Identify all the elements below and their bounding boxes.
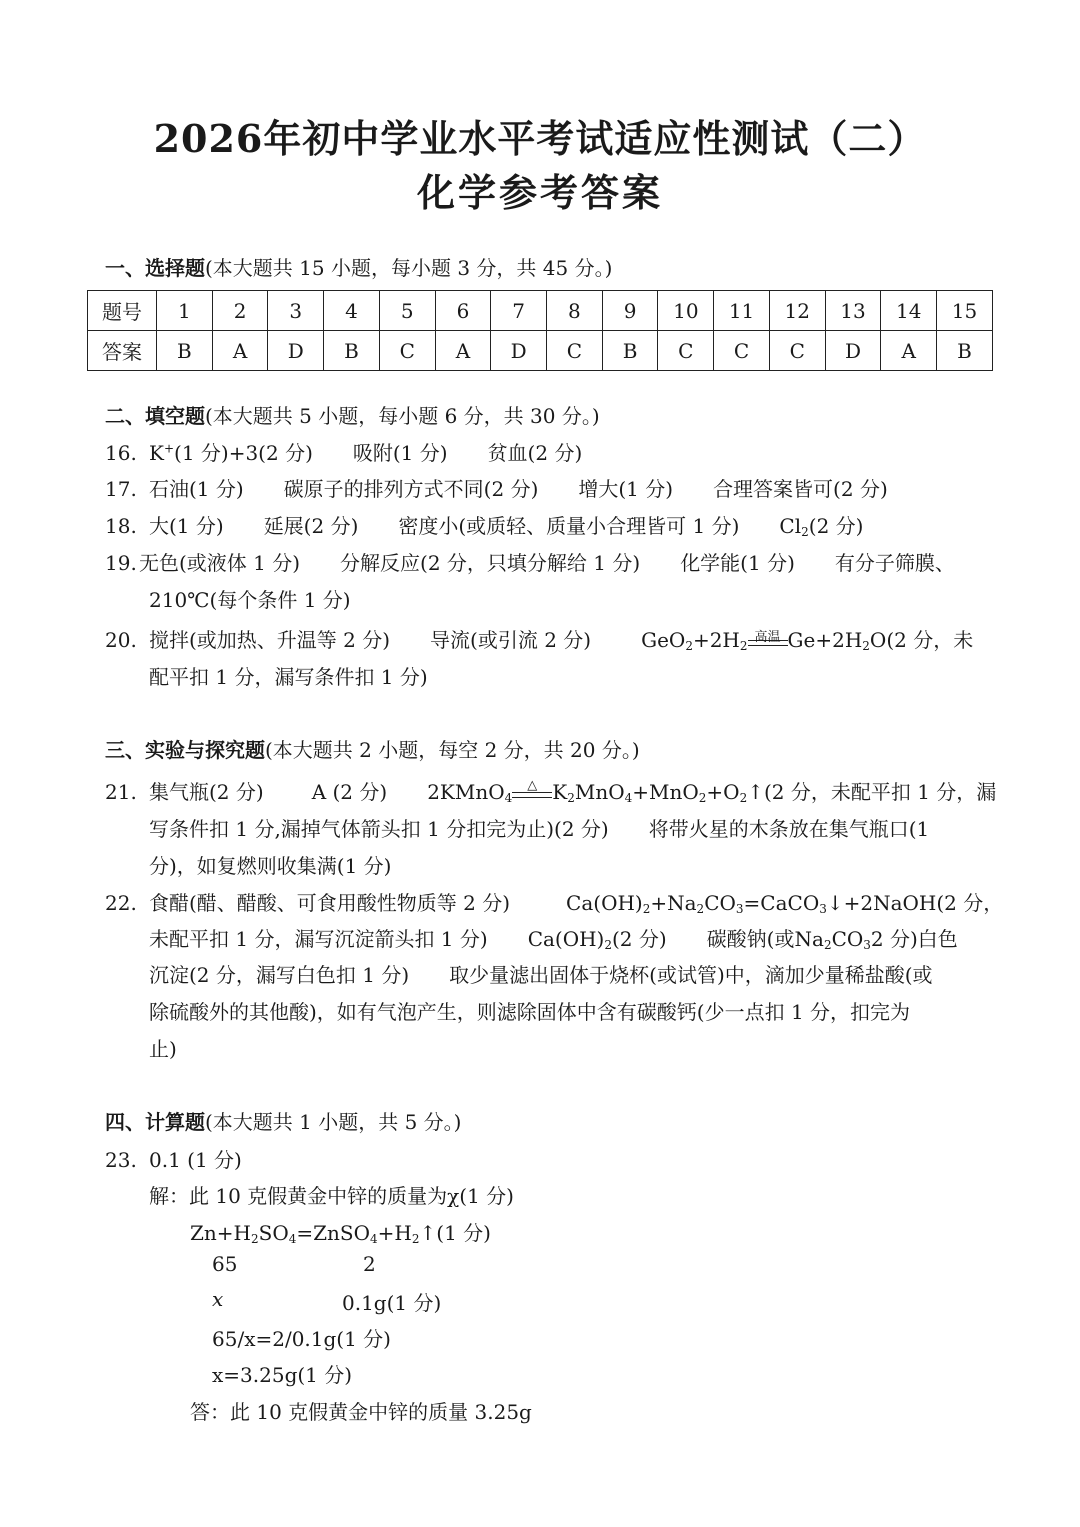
answer-21-cont2: 分)，如复燃则收集满(1 分) xyxy=(149,854,392,878)
table-row xyxy=(88,331,993,371)
answer-cell: B xyxy=(937,331,993,371)
section-2-heading: 二、填空题(本大题共 5 小题，每小题 6 分，共 30 分。) xyxy=(105,404,600,428)
answer-table xyxy=(87,290,993,371)
question-number-cell: 5 xyxy=(379,291,435,331)
answer-17: 17. 石油(1 分) 碳原子的排列方式不同(2 分) 增大(1 分) 合理答案皆可(2 分) xyxy=(105,477,888,501)
question-number-cell: 3 xyxy=(268,291,324,331)
answer-cell: C xyxy=(379,331,435,371)
answer-cell: D xyxy=(268,331,324,371)
page-title: 2026年初中学业水平考试适应性测试（二） xyxy=(153,116,927,161)
answer-cell: C xyxy=(547,331,603,371)
question-number-cell: 15 xyxy=(937,291,993,331)
answer-22-cont2: 沉淀(2 分，漏写白色扣 1 分) 取少量滤出固体于烧杯(或试管)中，滴加少量稀盐酸(或 xyxy=(149,963,933,987)
question-number-cell: 14 xyxy=(881,291,937,331)
question-number-cell: 12 xyxy=(769,291,825,331)
answer-cell: C xyxy=(658,331,714,371)
answer-23-ratio-1: 65 xyxy=(212,1252,238,1276)
answer-23: 23. 0.1 (1 分) xyxy=(105,1148,242,1172)
question-number-cell: 1 xyxy=(157,291,213,331)
question-number-cell: 11 xyxy=(714,291,770,331)
section-1-heading: 一、选择题(本大题共 15 小题，每小题 3 分，共 45 分。) xyxy=(105,256,613,280)
answer-cell: A xyxy=(435,331,491,371)
heat-condition: △ xyxy=(512,792,552,805)
answer-23-ratio-2: 2 xyxy=(363,1252,376,1276)
table-header: 题号 xyxy=(88,291,157,331)
question-number-cell: 7 xyxy=(491,291,547,331)
section-4-heading: 四、计算题(本大题共 1 小题，共 5 分。) xyxy=(105,1110,462,1134)
section-3-heading: 三、实验与探究题(本大题共 2 小题，每空 2 分，共 20 分。) xyxy=(105,738,640,762)
answer-22-cont1: 未配平扣 1 分，漏写沉淀箭头扣 1 分) $Ca(OH)_2(2$ 分) 碳酸钠(或$Na_2CO_32$ 分)白色 xyxy=(149,927,958,952)
question-number-cell: 8 xyxy=(547,291,603,331)
table-row xyxy=(88,291,993,331)
answer-cell: B xyxy=(602,331,658,371)
answer-19-cont: 210℃(每个条件 1 分) xyxy=(149,588,351,612)
page-subtitle: 化学参考答案 xyxy=(416,170,663,215)
answer-cell: A xyxy=(212,331,268,371)
answer-19: 19. 无色(或液体 1 分) 分解反应(2 分，只填分解给 1 分) 化学能(1 分) 有分子筛膜、 xyxy=(105,551,955,575)
question-number-cell: 6 xyxy=(435,291,491,331)
answer-18: 18. 大(1 分) 延展(2 分) 密度小(或质轻、质量小合理皆可 1 分) $Cl_2(2$ 分) xyxy=(105,514,864,539)
answer-20-cont: 配平扣 1 分，漏写条件扣 1 分) xyxy=(149,665,428,689)
answer-22-cont3: 除硫酸外的其他酸)，如有气泡产生，则滤除固体中含有碳酸钙(少一点扣 1 分，扣完为 xyxy=(149,1000,911,1024)
table-header: 答案 xyxy=(88,331,157,371)
answer-21: 21. 集气瓶(2 分) A (2 分) 2KMnO$_4$ △ $K_2MnO_4+MnO_2+O_2↑(2$ 分，未配平扣 1 分，漏 xyxy=(105,778,997,805)
answer-cell: B xyxy=(157,331,213,371)
question-number-cell: 10 xyxy=(658,291,714,331)
question-number-cell: 2 xyxy=(212,291,268,331)
answer-cell: B xyxy=(324,331,380,371)
answer-cell: C xyxy=(769,331,825,371)
answer-21-cont1: 写条件扣 1 分,漏掉气体箭头扣 1 分扣完为止)(2 分) 将带火星的木条放在集气瓶口(1 xyxy=(149,817,930,841)
answer-cell: D xyxy=(491,331,547,371)
answer-cell: C xyxy=(714,331,770,371)
question-number-cell: 13 xyxy=(825,291,881,331)
answer-23-result: x=3.25g(1 分) xyxy=(212,1363,353,1387)
answer-cell: A xyxy=(881,331,937,371)
answer-23-proportion: 65/x=2/0.1g(1 分) xyxy=(212,1327,391,1351)
answer-23-mass: 0.1g(1 分) xyxy=(342,1291,442,1315)
reaction-condition: 高温 xyxy=(748,640,788,653)
answer-23-solution: 解：此 10 克假黄金中锌的质量为χ(1 分) xyxy=(149,1184,514,1208)
answer-cell: D xyxy=(825,331,881,371)
answer-16: 16. K+(1 分)+3(2 分) 吸附(1 分) 贫血(2 分) xyxy=(105,441,583,465)
answer-23-conclusion: 答：此 10 克假黄金中锌的质量 3.25g xyxy=(190,1400,532,1424)
answer-22-cont4: 止) xyxy=(149,1037,177,1061)
answer-22: 22. 食醋(醋、醋酸、可食用酸性物质等 2 分) $Ca(OH)_2+Na_2CO_3=CaCO_3↓+2NaOH(2$ 分， xyxy=(105,891,1004,916)
answer-20: 20. 搅拌(或加热、升温等 2 分) 导流(或引流 2 分) $GeO_2+2H_2$ 高温 $Ge+2H_2O(2$ 分，未 xyxy=(105,628,974,653)
question-number-cell: 9 xyxy=(602,291,658,331)
answer-23-equation: $Zn+H_2SO_4=ZnSO_4+H_2↑(1$ 分) xyxy=(190,1221,491,1246)
question-number-cell: 4 xyxy=(324,291,380,331)
answer-23-var: x xyxy=(212,1287,224,1311)
